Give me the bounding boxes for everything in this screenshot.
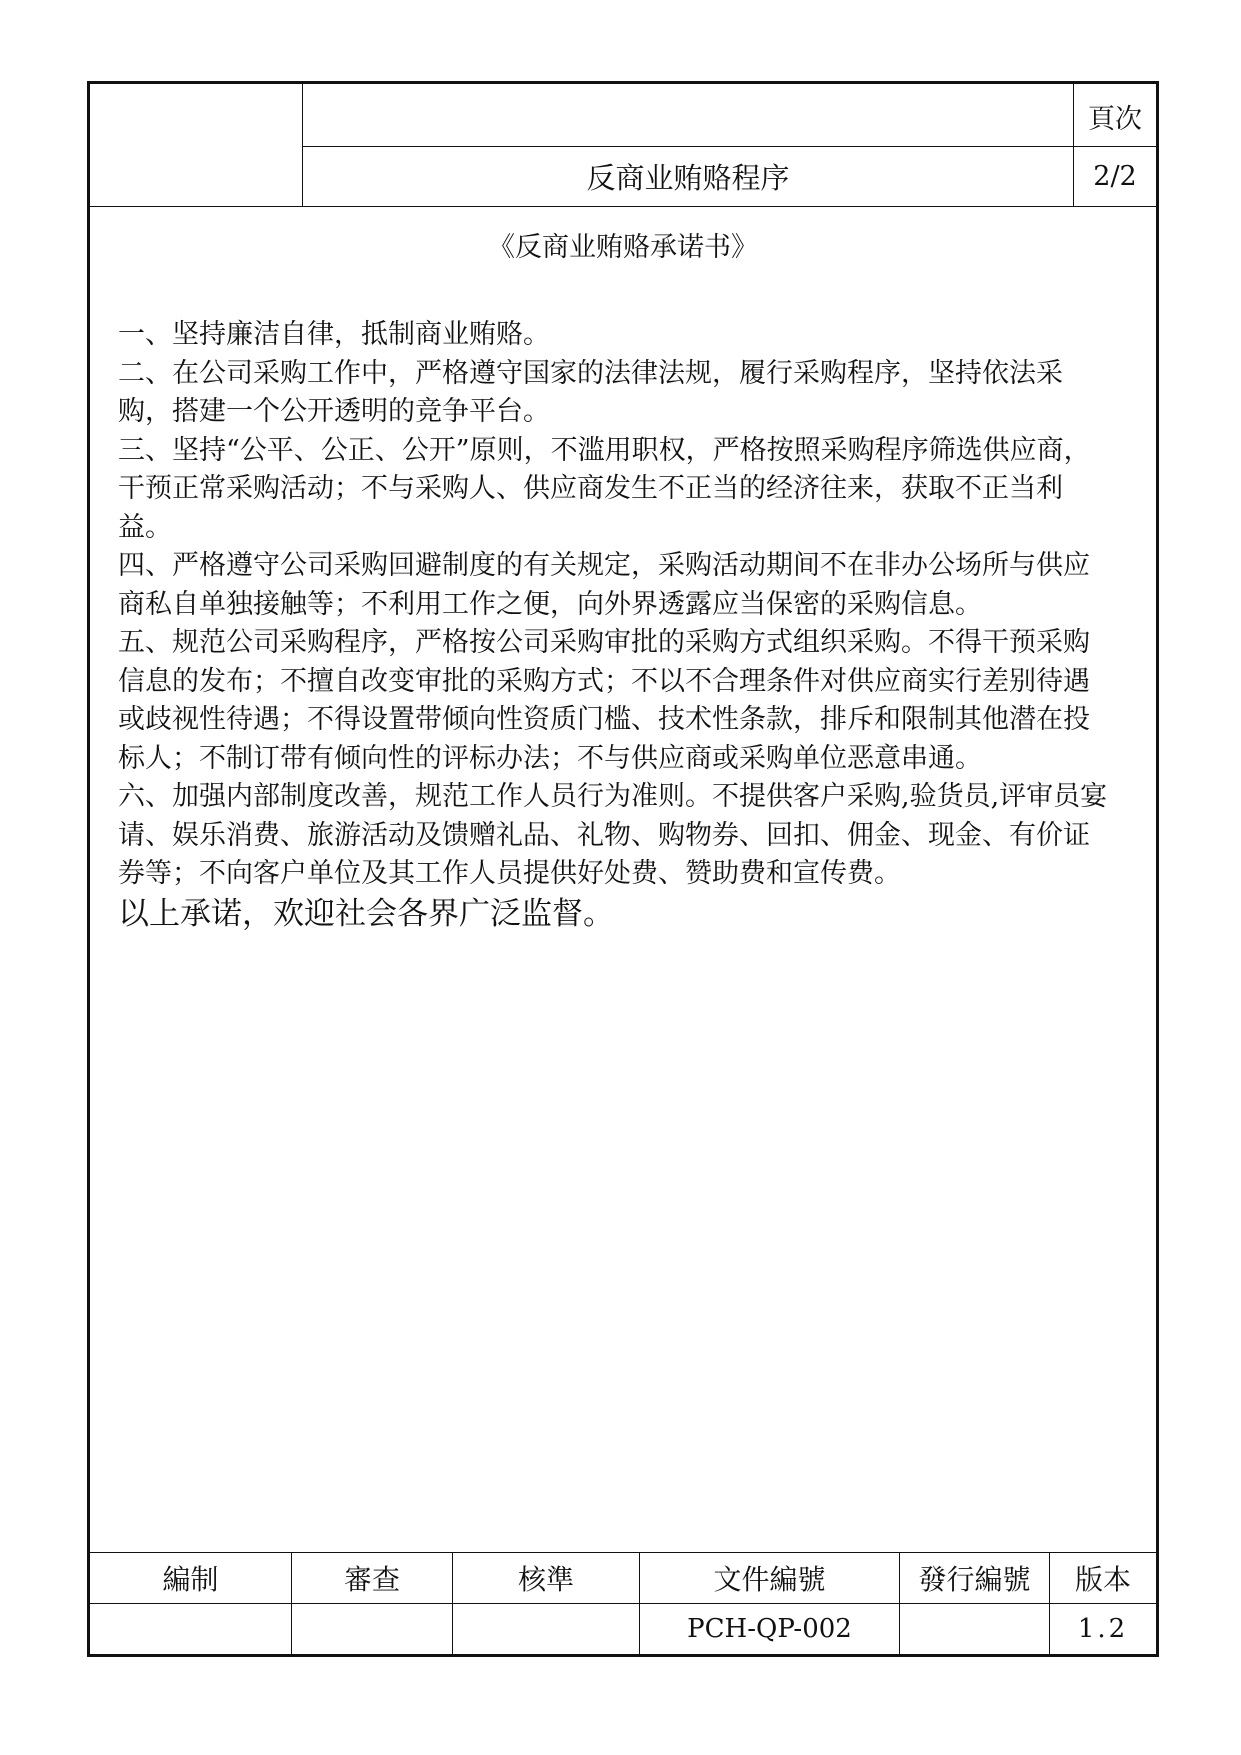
page-number: 2/2 bbox=[1093, 161, 1137, 192]
closing-statement: 以上承诺，欢迎社会各界广泛监督。 bbox=[118, 895, 614, 932]
doc-number-value: PCH-QP-002 bbox=[687, 1614, 852, 1644]
footer-label-approved: 核準 bbox=[517, 1563, 574, 1596]
commitment-subtitle: 《反商业贿赂承诺书》 bbox=[488, 232, 758, 263]
footer-mid-line bbox=[90, 1603, 1156, 1604]
paragraph-3: 三、坚持“公平、公正、公开”原则，不滥用职权，严格按照采购程序筛选供应商，干预正常采购活动；不与采购人、供应商发生不正当的经济往来，获取不正当利益。 bbox=[118, 434, 1091, 543]
footer-label-issue-no: 發行編號 bbox=[918, 1563, 1031, 1596]
paragraph-6: 六、加强内部制度改善，规范工作人员行为准则。不提供客户采购,验货员,评审员宴请、娱乐消费、旅游活动及馈赠礼品、礼物、购物券、回扣、佣金、现金、有价证券等；不向客户单位及其工作人员提供好处费、赞助费和宣传费。 bbox=[118, 781, 1108, 889]
footer-label-compiled: 編制 bbox=[162, 1563, 219, 1596]
paragraph-2: 二、在公司采购工作中，严格遵守国家的法律法规，履行采购程序，坚持依法采购，搭建一个公开透明的竞争平台。 bbox=[118, 357, 1063, 427]
footer-label-doc-no: 文件編號 bbox=[713, 1563, 826, 1596]
page-title: 反商业贿赂程序 bbox=[586, 161, 790, 195]
version-value: 1.2 bbox=[1077, 1614, 1129, 1644]
paragraph-4: 四、严格遵守公司采购回避制度的有关规定，采购活动期间不在非办公场所与供应商私自单独接触等；不利用工作之便，向外界透露应当保密的采购信息。 bbox=[118, 550, 1090, 620]
footer-label-reviewed: 審查 bbox=[343, 1563, 400, 1596]
paragraph-1: 一、坚持廉洁自律，抵制商业贿赂。 bbox=[118, 319, 550, 350]
paragraph-5: 五、规范公司采购程序，严格按公司采购审批的采购方式组织采购。不得干预采购信息的发布；不擅自改变审批的采购方式；不以不合理条件对供应商实行差别待遇或歧视性待遇；不得设置带倾向性资质门槛、技术性条款，排斥和限制其他潜在投标人；不制订带有倾向性的评标办法；不与供应商或采购单位恶意串通。 bbox=[118, 627, 1090, 774]
header-bottom-line bbox=[90, 206, 1156, 207]
page-label: 頁次 bbox=[1088, 103, 1142, 135]
commitment-body bbox=[118, 316, 1108, 934]
footer-label-version: 版本 bbox=[1074, 1563, 1131, 1596]
